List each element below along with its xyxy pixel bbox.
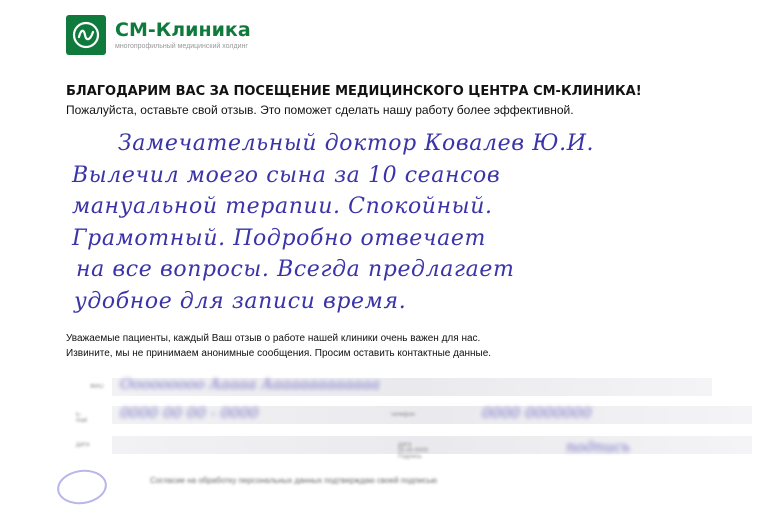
review-line: Грамотный. Подробно отвечает <box>72 225 486 251</box>
logo-mark-icon <box>66 15 106 55</box>
review-line: на все вопросы. Всегда предлагает <box>76 257 515 282</box>
review-line: Вылечил моего сына за 10 сеансов <box>72 162 501 188</box>
consent-checkbox-mark <box>55 467 109 508</box>
notice-text: Извините, мы не принимаем анонимные сообщения. Просим оставить контактные данные. <box>66 348 492 359</box>
redacted-consent-text: Согласие на обработку персональных данных подтверждаю своей подписью <box>150 476 438 485</box>
clinic-logo <box>66 14 251 56</box>
handwritten-review <box>72 128 712 317</box>
brand-name: СМ-Клиника <box>115 19 251 41</box>
page-subheading: Пожалуйста, оставьте свой отзыв. Это поможет сделать нашу работу более эффективной. <box>66 103 574 117</box>
brand-tagline: многопрофильный медицинский холдинг <box>115 43 248 50</box>
review-line: мануальной терапии. Спокойный. <box>72 194 493 219</box>
notice-text: Уважаемые пациенты, каждый Ваш отзыв о работе нашей клиники очень важен для нас. <box>66 333 481 344</box>
page-heading: БЛАГОДАРИМ ВАС ЗА ПОСЕЩЕНИЕ МЕДИЦИНСКОГО ЦЕНТРА СМ-КЛИНИКА! <box>66 84 642 99</box>
review-line: Замечательный доктор Ковалев Ю.И. <box>118 131 595 156</box>
review-line: удобное для записи время. <box>74 288 407 314</box>
